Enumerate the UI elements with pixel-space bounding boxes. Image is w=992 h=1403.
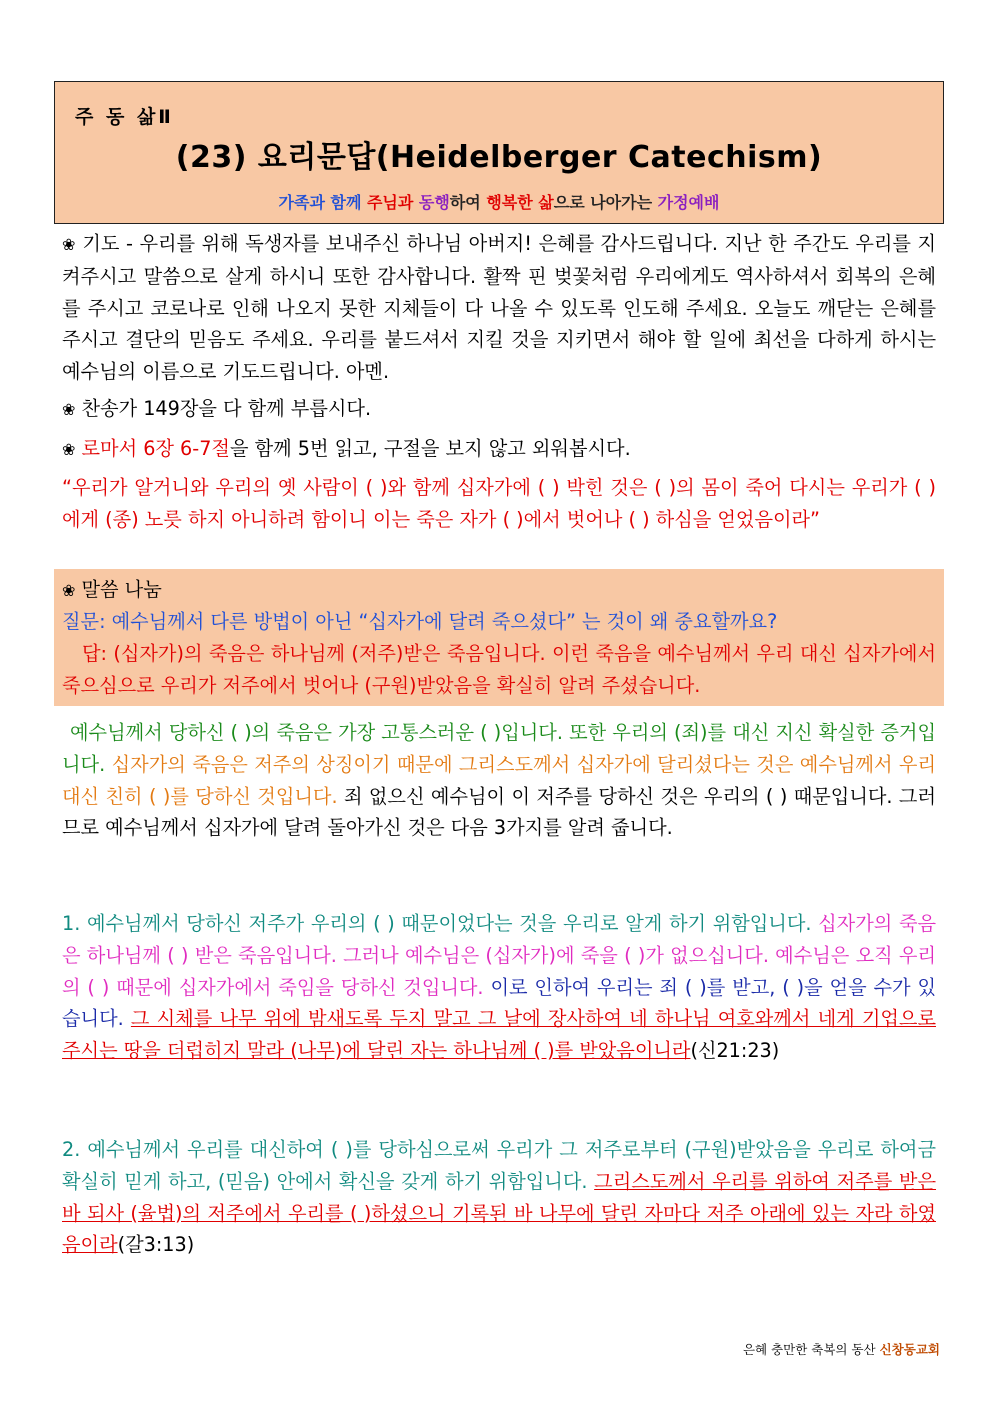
point-1-lead: 1. 예수님께서 당하신 저주가 우리의 ( ) 때문이었다는 것을 우리로 알게 하기 위함입니다. — [62, 912, 819, 935]
point-1 — [62, 908, 936, 1067]
subtitle-part: 으로 나아가는 — [553, 193, 658, 212]
flower-icon: ❀ — [62, 400, 76, 419]
point-1-result: 이로 인하여 우리는 죄 ( )를 받고, ( )을 얻을 수가 있습니다. — [62, 975, 937, 1031]
hymn-line — [62, 393, 936, 426]
point-2-reference: (갈3:13) — [117, 1233, 195, 1257]
reading-text: 을 함께 5번 읽고, 구절을 보지 않고 외워봅시다. — [229, 437, 631, 460]
intro-green-text: 예수님께서 당하신 ( )의 죽음은 가장 고통스러운 ( )입니다. 또한 우리의 (죄)를 대신 지신 확실한 증거입니다. — [62, 721, 936, 776]
header-box — [54, 81, 944, 224]
subtitle-part: 가정예배 — [657, 193, 720, 212]
sharing-answer: 답: (십자가)의 죽음은 하나님께 (저주)받은 죽음입니다. 이런 죽음을 예수님께서 우리 대신 십자가에서 죽으심으로 우리가 저주에서 벗어나 (구원)받았음을 확실히 알려 주셨습니다. — [62, 642, 936, 697]
point-1-scripture: 그 시체를 나무 위에 밤새도록 두지 말고 그 날에 장사하여 네 하나님 여호와께서 네게 기업으로 주시는 땅을 더럽히지 말라 (나무)에 달린 자는 하나님께 ( )를 받았음이니라 — [62, 1007, 936, 1063]
sharing-heading — [62, 574, 936, 607]
hymn-text: 찬송가 149장을 다 함께 부릅시다. — [75, 397, 372, 420]
point-2-scripture: 그리스도께서 우리를 위하여 저주를 받은 바 되사 (율법)의 저주에서 우리를 ( )하셨으니 기록된 바 나무에 달린 자마다 저주 아래에 있는 자라 하였음이라 — [62, 1169, 937, 1257]
point-2-lead: 2. 예수님께서 우리를 대신하여 ( )를 당하심으로써 우리가 그 저주로부터 (구원)받았음을 우리로 하여금 확실히 믿게 하고, (믿음) 안에서 확신을 갖게 하기 위함입니다. — [62, 1138, 936, 1193]
subtitle-part: 행복한 삶 — [486, 193, 554, 212]
subtitle-part: 동행 — [418, 193, 450, 212]
reading-line — [62, 433, 936, 466]
flower-icon: ❀ — [62, 235, 76, 254]
subtitle-part: 하여 — [449, 193, 487, 212]
point-2 — [62, 1134, 936, 1261]
footer-text: 은혜 충만한 축복의 동산 — [742, 1342, 880, 1357]
prayer-text: 기도 - 우리를 위해 독생자를 보내주신 하나님 아버지! 은혜를 감사드립니다. 지난 한 주간도 우리를 지켜주시고 말씀으로 살게 하시니 또한 감사합니다. 활짝 핀 벚꽃처럼 우리에게도 역사하셔서 회복의 은혜를 주시고 코로나로 인해 나오지 못한 지체들이 다 나올 수 있도록 인도해 주세요. 오늘도 깨닫는 은혜를 주시고 결단의 믿음도 주세요. 우리를 붙드셔서 지킬 것을 지키면서 해야 할 일에 최선을 다하게 하시는 예수님의 이름으로 기도드립니다. 아멘. — [62, 232, 936, 384]
flower-icon: ❀ — [62, 581, 76, 600]
page-title: (23) 요리문답(Heidelberger Catechism) — [175, 140, 823, 175]
intro-paragraph — [62, 717, 936, 844]
memory-verse: “우리가 알거니와 우리의 옛 사람이 ( )와 함께 십자가에 ( ) 박힌 것은 ( )의 몸이 죽어 다시는 우리가 ( )에게 (종) 노릇 하지 아니하려 함이니 이는 죽은 자가 ( )에서 벗어나 ( ) 하심을 얻었음이라” — [62, 476, 936, 531]
series-label: 주 동 삶Ⅱ — [75, 106, 174, 128]
intro-dark-text: 죄 없으신 예수님이 이 저주를 당하신 것은 우리의 ( ) 때문입니다. 그러므로 예수님께서 십자가에 달려 돌아가신 것은 다음 3가지를 알려 줍니다. — [62, 784, 936, 840]
sharing-question: 질문: 예수님께서 다른 방법이 아닌 “십자가에 달려 죽으셨다” 는 것이 왜 중요할까요? — [62, 610, 778, 633]
church-name: 신창동교회 — [879, 1342, 940, 1357]
sharing-heading-text: 말씀 나눔 — [75, 578, 162, 601]
intro-orange-text: 십자가의 죽음은 저주의 상징이기 때문에 그리스도께서 십자가에 달리셨다는 것은 예수님께서 우리 대신 친히 ( )를 당하신 것입니다. — [62, 752, 936, 808]
flower-icon: ❀ — [62, 440, 76, 459]
subtitle — [55, 190, 943, 213]
prayer-paragraph — [62, 228, 936, 388]
subtitle-part: 주님과 — [366, 193, 419, 212]
reading-reference: 로마서 6장 6-7절 — [81, 437, 230, 460]
subtitle-part: 가족과 함께 — [278, 193, 367, 212]
point-1-reference: (신21:23) — [690, 1039, 780, 1063]
footer — [743, 1340, 940, 1358]
point-1-explanation: 십자가의 죽음은 하나님께 ( ) 받은 죽음입니다. 그러나 예수님은 (십자가)에 죽을 ( )가 없으십니다. 예수님은 오직 우리의 ( ) 때문에 십자가에서 죽임을 당하신 것입니다. — [62, 912, 937, 999]
